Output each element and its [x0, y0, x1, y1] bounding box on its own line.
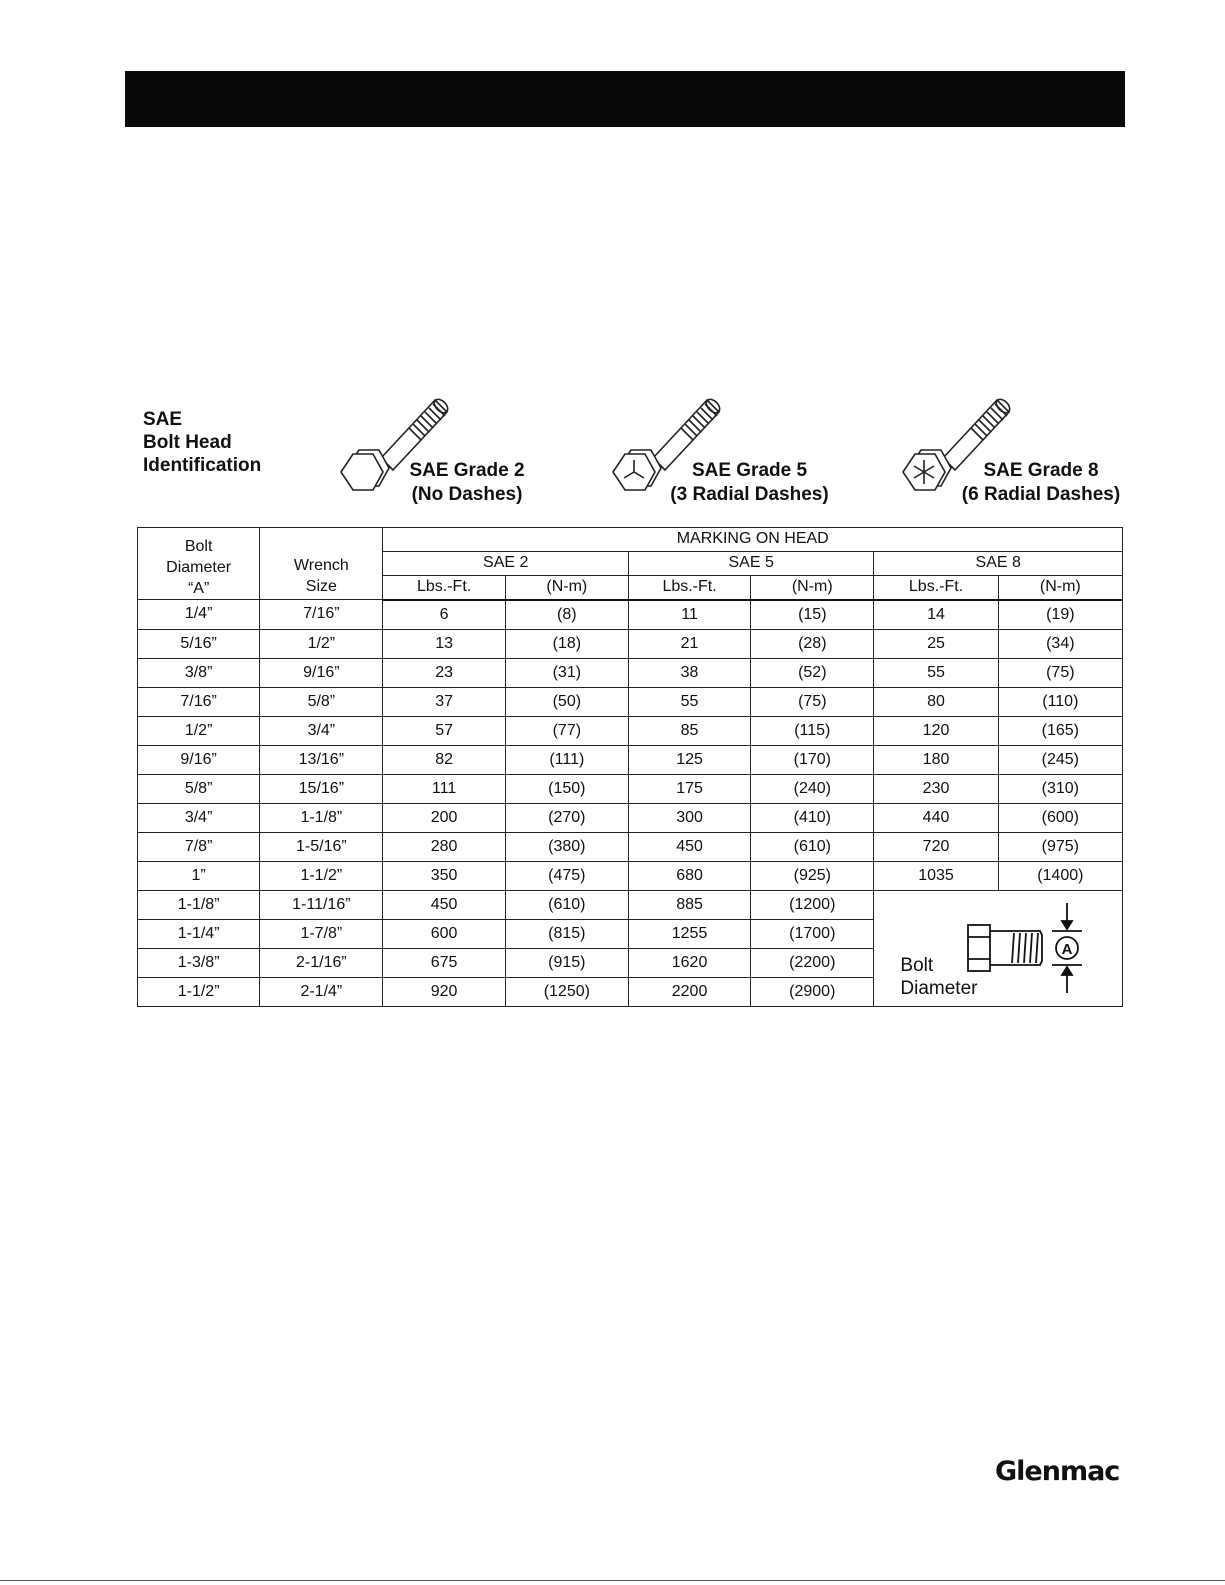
table-cell: 230	[874, 774, 998, 803]
table-row	[138, 832, 1123, 861]
table-cell: 680	[628, 861, 750, 890]
table-row	[138, 774, 1123, 803]
table-cell: (815)	[505, 919, 628, 948]
table-row	[138, 803, 1123, 832]
table-cell: (75)	[751, 687, 874, 716]
table-cell: 600	[383, 919, 505, 948]
table-cell: 1255	[628, 919, 750, 948]
table-cell: (52)	[751, 658, 874, 687]
table-cell: 1/2”	[260, 629, 383, 658]
unit-header: (N-m)	[505, 575, 628, 599]
grade-8-label: SAE Grade 8 (6 Radial Dashes)	[961, 460, 1121, 505]
table-cell: 720	[874, 832, 998, 861]
table-cell: (240)	[751, 774, 874, 803]
table-cell: 200	[383, 803, 505, 832]
table-cell: (975)	[998, 832, 1122, 861]
table-cell: 2200	[628, 977, 750, 1006]
table-row	[138, 629, 1123, 658]
table-cell: 1035	[874, 861, 998, 890]
table-cell: 7/8”	[138, 832, 260, 861]
table-cell: 2-1/16”	[260, 948, 383, 977]
sae-8-header: SAE 8	[874, 551, 1123, 575]
table-cell: 7/16”	[138, 687, 260, 716]
table-cell: 1-7/8”	[260, 919, 383, 948]
table-cell: (915)	[505, 948, 628, 977]
table-cell: 9/16”	[138, 745, 260, 774]
sae-5-header: SAE 5	[628, 551, 873, 575]
table-cell: 23	[383, 658, 505, 687]
table-cell: (245)	[998, 745, 1122, 774]
table-cell: 1-1/2”	[260, 861, 383, 890]
table-cell: 5/16”	[138, 629, 260, 658]
table-cell: (19)	[998, 600, 1122, 630]
sae-2-header: SAE 2	[383, 551, 628, 575]
glenmac-logo: Glenmac	[995, 1456, 1120, 1487]
table-cell: (8)	[505, 600, 628, 630]
table-cell: 3/8”	[138, 658, 260, 687]
table-row	[138, 890, 1123, 919]
page-bottom-rule	[0, 1580, 1225, 1581]
torque-table	[137, 527, 1123, 1007]
table-cell: 80	[874, 687, 998, 716]
table-cell: 5/8”	[260, 687, 383, 716]
table-cell: 15/16”	[260, 774, 383, 803]
table-cell: 13/16”	[260, 745, 383, 774]
table-cell: 57	[383, 716, 505, 745]
table-cell: (1700)	[751, 919, 874, 948]
table-cell: (115)	[751, 716, 874, 745]
table-cell: 85	[628, 716, 750, 745]
table-cell: 3/4”	[260, 716, 383, 745]
grade-5-label: SAE Grade 5 (3 Radial Dashes)	[670, 460, 829, 505]
table-cell: 6	[383, 600, 505, 630]
table-cell: 82	[383, 745, 505, 774]
table-cell: 675	[383, 948, 505, 977]
table-cell: 55	[628, 687, 750, 716]
table-cell: 14	[874, 600, 998, 630]
unit-header: Lbs.-Ft.	[628, 575, 750, 599]
table-cell: 38	[628, 658, 750, 687]
grade-2-label: SAE Grade 2 (No Dashes)	[409, 460, 525, 505]
table-cell: 440	[874, 803, 998, 832]
table-cell: 1620	[628, 948, 750, 977]
table-cell: 1/2”	[138, 716, 260, 745]
table-cell: 885	[628, 890, 750, 919]
table-cell: 21	[628, 629, 750, 658]
table-cell: 1-11/16”	[260, 890, 383, 919]
unit-header: Lbs.-Ft.	[383, 575, 505, 599]
table-cell: 1-5/16”	[260, 832, 383, 861]
table-cell: (31)	[505, 658, 628, 687]
bolt-side-view-icon	[964, 897, 1094, 995]
table-cell: (925)	[751, 861, 874, 890]
table-cell: 175	[628, 774, 750, 803]
table-cell: (475)	[505, 861, 628, 890]
bolt-diameter-label: Bolt Diameter	[900, 954, 978, 999]
table-cell: 1”	[138, 861, 260, 890]
table-cell: (610)	[505, 890, 628, 919]
table-cell: (50)	[505, 687, 628, 716]
table-cell: (1400)	[998, 861, 1122, 890]
table-cell: 120	[874, 716, 998, 745]
header-bar	[125, 71, 1125, 127]
table-cell: (2900)	[751, 977, 874, 1006]
unit-header: (N-m)	[751, 575, 874, 599]
marking-on-head-header: MARKING ON HEAD	[383, 528, 1123, 552]
table-cell: (410)	[751, 803, 874, 832]
table-cell: (18)	[505, 629, 628, 658]
table-cell: 13	[383, 629, 505, 658]
wrench-size-header: Wrench Size	[260, 528, 383, 600]
dimension-marker-a: A	[1061, 940, 1073, 958]
table-cell: 25	[874, 629, 998, 658]
table-cell: 450	[628, 832, 750, 861]
table-cell: 37	[383, 687, 505, 716]
table-row	[138, 600, 1123, 630]
table-cell: (150)	[505, 774, 628, 803]
table-cell: 1-3/8”	[138, 948, 260, 977]
table-cell: 1-1/8”	[138, 890, 260, 919]
table-cell: (600)	[998, 803, 1122, 832]
table-cell: 9/16”	[260, 658, 383, 687]
table-cell: (170)	[751, 745, 874, 774]
table-row	[138, 861, 1123, 890]
table-cell: 1/4”	[138, 600, 260, 630]
table-row	[138, 716, 1123, 745]
table-row	[138, 687, 1123, 716]
table-cell: 2-1/4”	[260, 977, 383, 1006]
table-cell: (1200)	[751, 890, 874, 919]
table-cell: 920	[383, 977, 505, 1006]
table-cell: 1-1/2”	[138, 977, 260, 1006]
table-cell: 125	[628, 745, 750, 774]
table-cell: (165)	[998, 716, 1122, 745]
table-cell: 180	[874, 745, 998, 774]
table-cell: 11	[628, 600, 750, 630]
table-cell: (270)	[505, 803, 628, 832]
bolt-head-identification-title: SAE Bolt Head Identification	[143, 409, 262, 476]
table-cell: (310)	[998, 774, 1122, 803]
table-cell: (111)	[505, 745, 628, 774]
table-cell: 5/8”	[138, 774, 260, 803]
table-row	[138, 658, 1123, 687]
table-cell: (610)	[751, 832, 874, 861]
table-cell: 3/4”	[138, 803, 260, 832]
table-cell: (75)	[998, 658, 1122, 687]
bolt-diameter-diagram	[874, 890, 1123, 1006]
table-row	[138, 745, 1123, 774]
unit-header: (N-m)	[998, 575, 1122, 599]
table-cell: 111	[383, 774, 505, 803]
table-cell: 300	[628, 803, 750, 832]
table-cell: 1-1/8”	[260, 803, 383, 832]
table-cell: 280	[383, 832, 505, 861]
table-cell: (34)	[998, 629, 1122, 658]
table-cell: 350	[383, 861, 505, 890]
table-cell: (77)	[505, 716, 628, 745]
table-cell: (28)	[751, 629, 874, 658]
table-cell: 7/16”	[260, 600, 383, 630]
table-cell: (15)	[751, 600, 874, 630]
table-cell: 1-1/4”	[138, 919, 260, 948]
table-cell: 450	[383, 890, 505, 919]
table-cell: (380)	[505, 832, 628, 861]
bolt-diameter-header: Bolt Diameter “A”	[138, 528, 260, 600]
table-cell: 55	[874, 658, 998, 687]
table-cell: (2200)	[751, 948, 874, 977]
table-cell: (110)	[998, 687, 1122, 716]
unit-header: Lbs.-Ft.	[874, 575, 998, 599]
table-cell: (1250)	[505, 977, 628, 1006]
